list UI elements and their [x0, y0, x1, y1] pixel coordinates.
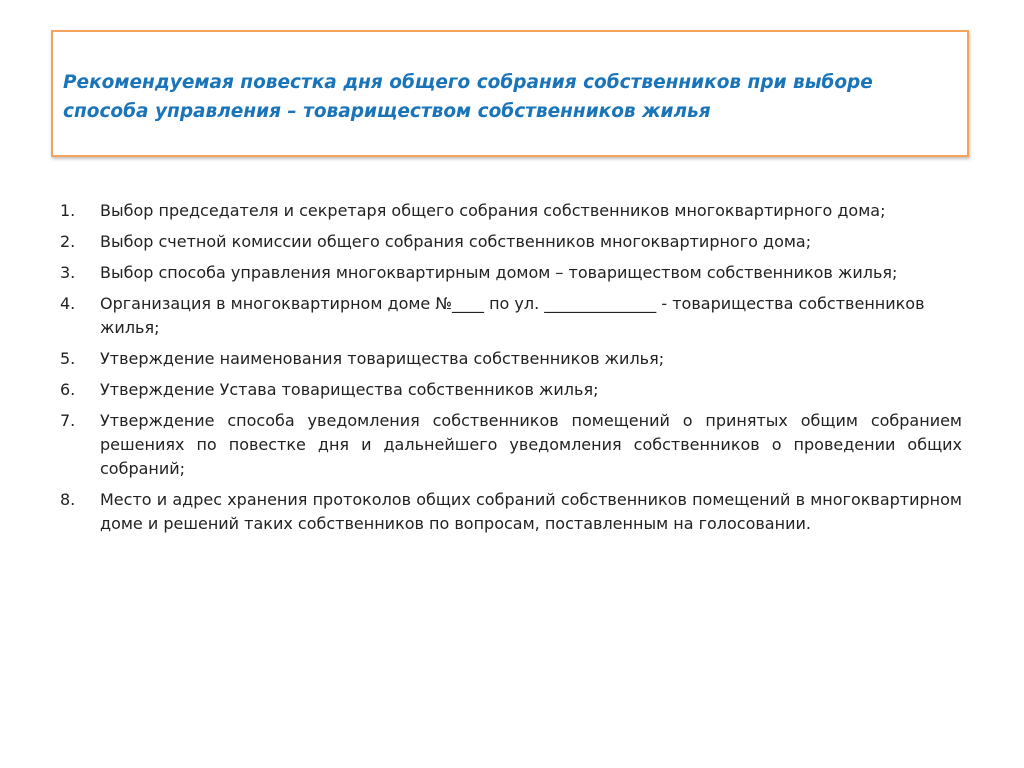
item-text: Место и адрес хранения протоколов общих собраний собственников помещений в многоквартирном доме и решений таких собственников по вопросам, поставленным на голосовании.: [100, 490, 962, 533]
item-number: 4.: [60, 294, 76, 313]
agenda-item-6: [60, 378, 962, 402]
item-text: Организация в многоквартирном доме №____ по ул. ______________ - товарищества собственников жилья;: [100, 294, 925, 337]
agenda-item-5: [60, 347, 962, 371]
item-number: 6.: [60, 380, 76, 399]
item-number: 5.: [60, 349, 76, 368]
agenda-list: [60, 199, 962, 543]
item-number: 8.: [60, 490, 76, 509]
item-text: Утверждение Устава товарищества собственников жилья;: [100, 380, 599, 399]
item-number: 2.: [60, 232, 76, 251]
agenda-item-1: [60, 199, 962, 223]
item-text: Утверждение способа уведомления собственников помещений о принятых общим собранием решениях по повестке дня и дальнейшего уведомления собственников о проведении общих собраний;: [100, 411, 962, 478]
item-text: Утверждение наименования товарищества собственников жилья;: [100, 349, 665, 368]
title-box: [51, 30, 969, 157]
item-number: 1.: [60, 201, 76, 220]
agenda-item-4: [60, 292, 962, 340]
agenda-item-7: [60, 409, 962, 481]
item-number: 7.: [60, 411, 76, 430]
item-number: 3.: [60, 263, 76, 282]
item-text: Выбор председателя и секретаря общего собрания собственников многоквартирного дома;: [100, 201, 886, 220]
agenda-item-8: [60, 488, 962, 536]
item-text: Выбор способа управления многоквартирным домом – товариществом собственников жилья;: [100, 263, 898, 282]
agenda-item-3: [60, 261, 962, 285]
slide-title: Рекомендуемая повестка дня общего собрания собственников при выборе способа управления – товариществом собственников жилья: [63, 72, 873, 122]
item-text: Выбор счетной комиссии общего собрания собственников многоквартирного дома;: [100, 232, 812, 251]
agenda-item-2: [60, 230, 962, 254]
